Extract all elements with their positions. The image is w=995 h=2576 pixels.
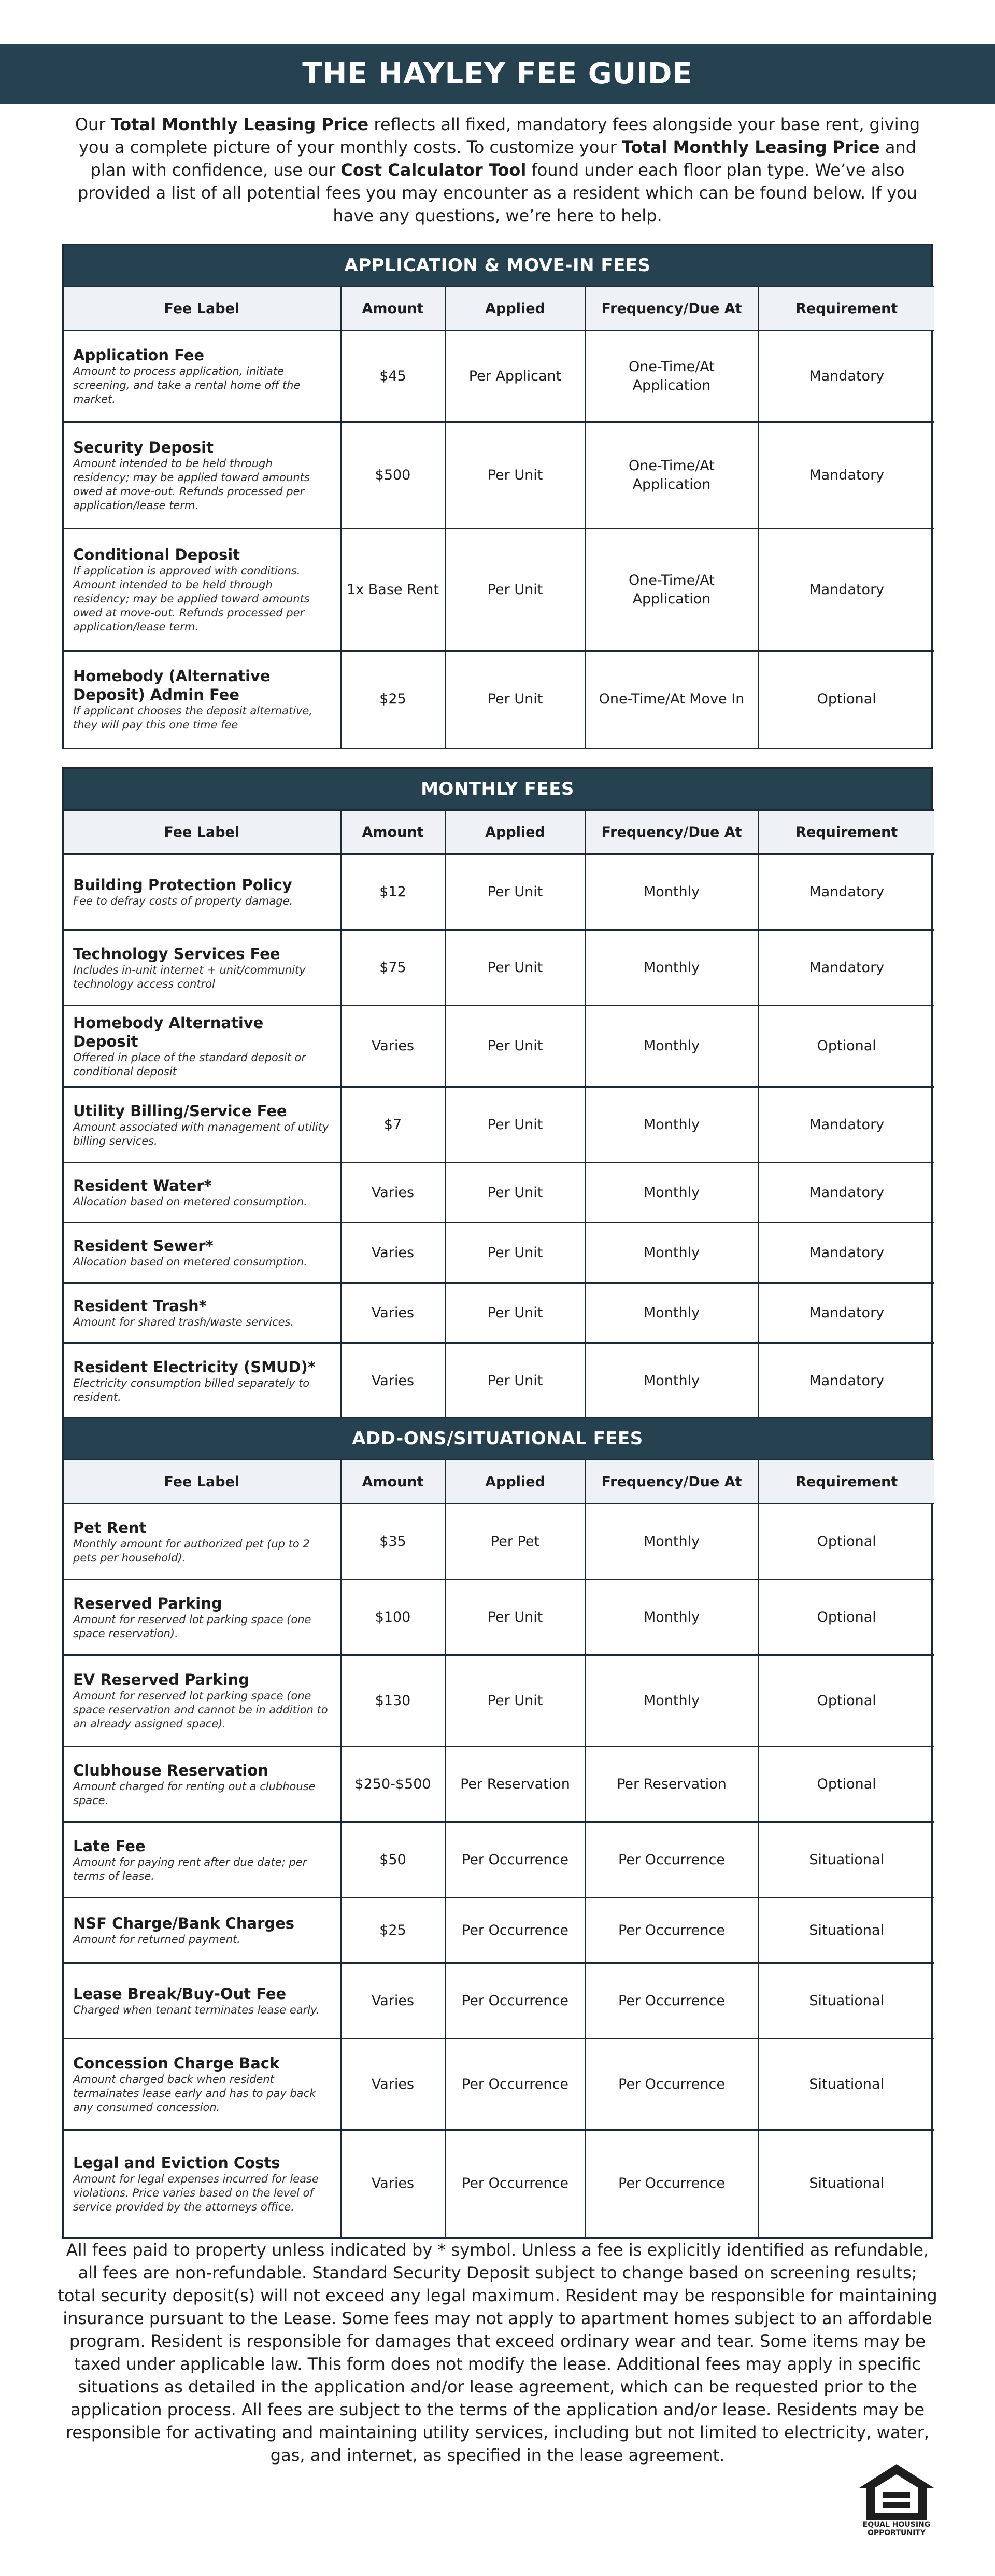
fee-description: If applicant chooses the deposit alternative, they will pay this one time fee bbox=[73, 705, 313, 731]
intro-bold-3: Cost Calculator Tool bbox=[340, 160, 527, 180]
table-row bbox=[64, 529, 934, 651]
table-row bbox=[64, 422, 934, 529]
fee-description: Allocation based on metered consumption. bbox=[73, 1256, 307, 1268]
column-header-frequency: Frequency/Due At bbox=[585, 1460, 758, 1504]
fee-frequency-cell: One-Time/At Application bbox=[585, 331, 758, 422]
fee-requirement-cell: Mandatory bbox=[758, 1087, 934, 1163]
fee-amount-cell: $75 bbox=[340, 930, 445, 1006]
fee-amount-cell: Varies bbox=[340, 1163, 445, 1223]
fee-requirement-cell: Optional bbox=[758, 1747, 934, 1822]
fee-requirement-cell: Mandatory bbox=[758, 1343, 934, 1419]
fee-frequency-cell: Monthly bbox=[585, 1504, 758, 1580]
fee-name: Clubhouse Reservation bbox=[73, 1761, 268, 1779]
fee-label-cell bbox=[64, 1655, 340, 1747]
fee-label-cell bbox=[64, 1087, 340, 1163]
fee-frequency-cell: Per Occurrence bbox=[585, 1963, 758, 2039]
fee-description: Amount for legal expenses incurred for lease violations. Price varies based on the level of service provided by the attorneys office. bbox=[73, 2172, 319, 2213]
fee-frequency-cell: Monthly bbox=[585, 854, 758, 930]
fee-label-cell bbox=[64, 1343, 340, 1419]
fee-frequency-cell: One-Time/At Application bbox=[585, 529, 758, 651]
fee-amount-cell: Varies bbox=[340, 1223, 445, 1283]
section-title: APPLICATION & MOVE-IN FEES bbox=[64, 245, 931, 286]
fee-name: Concession Charge Back bbox=[73, 2054, 280, 2072]
table-row bbox=[64, 1822, 934, 1898]
fee-requirement-cell: Mandatory bbox=[758, 1163, 934, 1223]
fee-requirement-cell: Mandatory bbox=[758, 422, 934, 529]
fee-frequency-cell: Monthly bbox=[585, 1087, 758, 1163]
fee-amount-cell: $25 bbox=[340, 1898, 445, 1963]
fee-frequency-cell: Per Occurrence bbox=[585, 1898, 758, 1963]
table-row bbox=[64, 1963, 934, 2039]
fee-label-cell bbox=[64, 1963, 340, 2039]
fee-requirement-cell: Mandatory bbox=[758, 529, 934, 651]
fee-applied-cell: Per Occurrence bbox=[445, 1822, 585, 1898]
page-title: THE HAYLEY FEE GUIDE bbox=[302, 57, 693, 91]
column-header-label: Fee Label bbox=[64, 810, 340, 854]
fee-name: Building Protection Policy bbox=[73, 876, 292, 894]
fee-description: Offered in place of the standard deposit or conditional deposit bbox=[73, 1051, 306, 1078]
fee-requirement-cell: Optional bbox=[758, 1006, 934, 1087]
fee-name: Late Fee bbox=[73, 1837, 146, 1855]
fee-requirement-cell: Mandatory bbox=[758, 331, 934, 422]
fee-name: Lease Break/Buy-Out Fee bbox=[73, 1985, 287, 2003]
fee-name: Utility Billing/Service Fee bbox=[73, 1102, 287, 1120]
fee-frequency-cell: Per Reservation bbox=[585, 1747, 758, 1822]
fee-description: Amount associated with management of utility billing services. bbox=[73, 1120, 329, 1147]
fee-description: Amount intended to be held through residency; may be applied toward amounts owed at move-out. Refunds processed per application/lease term. bbox=[73, 457, 310, 512]
fee-label-cell bbox=[64, 1223, 340, 1283]
table-row bbox=[64, 2039, 934, 2130]
fee-requirement-cell: Situational bbox=[758, 1963, 934, 2039]
column-header-amount: Amount bbox=[340, 810, 445, 854]
fee-frequency-cell: Monthly bbox=[585, 1006, 758, 1087]
table-row bbox=[64, 1747, 934, 1822]
fee-requirement-cell: Situational bbox=[758, 2039, 934, 2130]
fee-name: Reserved Parking bbox=[73, 1594, 222, 1612]
fee-description: If application is approved with conditions. Amount intended to be held through residency; may be applied toward amounts owed at move-out. Refunds processed per application/lease term. bbox=[73, 565, 310, 633]
fee-label-cell bbox=[64, 651, 340, 748]
fee-applied-cell: Per Reservation bbox=[445, 1747, 585, 1822]
fee-description: Amount charged for renting out a clubhouse space. bbox=[73, 1780, 316, 1807]
fee-section-1 bbox=[62, 244, 933, 749]
table-row bbox=[64, 1343, 934, 1419]
table-row bbox=[64, 651, 934, 748]
fee-label-cell bbox=[64, 1283, 340, 1343]
fee-amount-cell: $25 bbox=[340, 651, 445, 748]
intro-text-3: and plan with confidence, use our bbox=[90, 137, 917, 180]
fee-amount-cell: $50 bbox=[340, 1822, 445, 1898]
fee-frequency-cell: Monthly bbox=[585, 1580, 758, 1655]
fee-frequency-cell: Monthly bbox=[585, 1283, 758, 1343]
fee-applied-cell: Per Unit bbox=[445, 1283, 585, 1343]
fee-description: Amount for reserved lot parking space (one space reservation). bbox=[73, 1613, 311, 1640]
fee-amount-cell: Varies bbox=[340, 2130, 445, 2237]
fee-applied-cell: Per Unit bbox=[445, 529, 585, 651]
fee-label-cell bbox=[64, 930, 340, 1006]
fee-name: EV Reserved Parking bbox=[73, 1671, 249, 1688]
fee-requirement-cell: Mandatory bbox=[758, 1223, 934, 1283]
fee-label-cell bbox=[64, 1747, 340, 1822]
fee-description: Amount for shared trash/waste services. bbox=[73, 1316, 294, 1328]
fee-frequency-cell: Per Occurrence bbox=[585, 2130, 758, 2237]
fee-applied-cell: Per Pet bbox=[445, 1504, 585, 1580]
fee-applied-cell: Per Unit bbox=[445, 1163, 585, 1223]
title-banner bbox=[0, 44, 995, 104]
table-row bbox=[64, 331, 934, 422]
section-title: MONTHLY FEES bbox=[64, 769, 931, 809]
column-header-frequency: Frequency/Due At bbox=[585, 810, 758, 854]
fee-name: Conditional Deposit bbox=[73, 546, 240, 564]
fee-applied-cell: Per Unit bbox=[445, 1006, 585, 1087]
fee-description: Electricity consumption billed separately to resident. bbox=[73, 1377, 310, 1404]
fee-label-cell bbox=[64, 422, 340, 529]
fee-requirement-cell: Optional bbox=[758, 1580, 934, 1655]
fee-requirement-cell: Optional bbox=[758, 651, 934, 748]
fee-applied-cell: Per Occurrence bbox=[445, 2130, 585, 2237]
footer-disclaimer: All fees paid to property unless indicated by * symbol. Unless a fee is explicitly identified as refundable, all fees are non-refundable. Standard Security Deposit subject to change based on screening results; total security deposit(s) will not exceed any legal maximum. Resident may be responsible for maintaining insurance pursuant to the Lease. Some fees may not apply to apartment homes subject to an affordable program. Resident is responsible for damages that exceed ordinary wear and tear. Some items may be taxed under applicable law. This form does not modify the lease. Additional fees may apply in specific situations as detailed in the application and/or lease agreement, which can be requested prior to the application process. All fees are subject to the terms of the application and/or lease. Residents may be responsible for activating and maintaining utility services, including but not limited to electricity, water, gas, and internet, as specified in the lease agreement. bbox=[58, 2240, 937, 2465]
fee-requirement-cell: Situational bbox=[758, 1898, 934, 1963]
fee-applied-cell: Per Occurrence bbox=[445, 1963, 585, 2039]
fee-applied-cell: Per Occurrence bbox=[445, 2039, 585, 2130]
fee-amount-cell: $7 bbox=[340, 1087, 445, 1163]
fee-applied-cell: Per Occurrence bbox=[445, 1898, 585, 1963]
fee-name: Security Deposit bbox=[73, 438, 214, 456]
fee-applied-cell: Per Unit bbox=[445, 1655, 585, 1747]
fee-amount-cell: Varies bbox=[340, 1963, 445, 2039]
equal-housing-line2: OPPORTUNITY bbox=[867, 2529, 926, 2537]
fee-table bbox=[64, 1459, 934, 2237]
column-header-applied: Applied bbox=[445, 1460, 585, 1504]
fee-label-cell bbox=[64, 1504, 340, 1580]
fee-name: Homebody (Alternative Deposit) Admin Fee bbox=[73, 667, 271, 704]
fee-name: Technology Services Fee bbox=[73, 945, 280, 963]
column-header-requirement: Requirement bbox=[758, 287, 934, 331]
intro-bold-1: Total Monthly Leasing Price bbox=[110, 115, 369, 134]
fee-name: Resident Trash* bbox=[73, 1297, 207, 1315]
fee-table bbox=[64, 809, 934, 1419]
fee-amount-cell: $12 bbox=[340, 854, 445, 930]
fee-applied-cell: Per Unit bbox=[445, 1343, 585, 1419]
fee-name: Resident Water* bbox=[73, 1177, 212, 1194]
fee-amount-cell: 1x Base Rent bbox=[340, 529, 445, 651]
table-row bbox=[64, 1006, 934, 1087]
fee-amount-cell: $100 bbox=[340, 1580, 445, 1655]
fee-requirement-cell: Optional bbox=[758, 1504, 934, 1580]
fee-description: Fee to defray costs of property damage. bbox=[73, 895, 293, 907]
fee-description: Amount for reserved lot parking space (one space reservation and cannot be in addition to an already assigned space). bbox=[73, 1690, 328, 1730]
table-header-row bbox=[64, 810, 934, 854]
fee-frequency-cell: Monthly bbox=[585, 1223, 758, 1283]
intro-text-2: reflects all fixed, mandatory fees alongside your base rent, giving you a complete picture of your monthly costs. To customize your bbox=[78, 115, 920, 157]
fee-name: Application Fee bbox=[73, 346, 205, 364]
fee-requirement-cell: Mandatory bbox=[758, 1283, 934, 1343]
fee-amount-cell: $45 bbox=[340, 331, 445, 422]
fee-requirement-cell: Situational bbox=[758, 1822, 934, 1898]
table-row bbox=[64, 854, 934, 930]
fee-label-cell bbox=[64, 2130, 340, 2237]
fee-name: Resident Sewer* bbox=[73, 1237, 214, 1255]
fee-applied-cell: Per Unit bbox=[445, 1223, 585, 1283]
fee-amount-cell: Varies bbox=[340, 2039, 445, 2130]
fee-applied-cell: Per Applicant bbox=[445, 331, 585, 422]
fee-frequency-cell: Monthly bbox=[585, 1163, 758, 1223]
fee-frequency-cell: Monthly bbox=[585, 1343, 758, 1419]
fee-amount-cell: Varies bbox=[340, 1006, 445, 1087]
fee-applied-cell: Per Unit bbox=[445, 422, 585, 529]
fee-description: Charged when tenant terminates lease early. bbox=[73, 2004, 320, 2016]
column-header-label: Fee Label bbox=[64, 287, 340, 331]
fee-requirement-cell: Mandatory bbox=[758, 930, 934, 1006]
fee-label-cell bbox=[64, 1006, 340, 1087]
fee-description: Amount for paying rent after due date; per terms of lease. bbox=[73, 1855, 307, 1882]
fee-frequency-cell: Monthly bbox=[585, 1655, 758, 1747]
fee-label-cell bbox=[64, 854, 340, 930]
column-header-amount: Amount bbox=[340, 287, 445, 331]
fee-frequency-cell: One-Time/At Application bbox=[585, 422, 758, 529]
column-header-applied: Applied bbox=[445, 810, 585, 854]
fee-label-cell bbox=[64, 529, 340, 651]
fee-name: Legal and Eviction Costs bbox=[73, 2153, 280, 2172]
fee-section-3 bbox=[62, 1417, 933, 2239]
fee-amount-cell: Varies bbox=[340, 1283, 445, 1343]
fee-frequency-cell: Per Occurrence bbox=[585, 1822, 758, 1898]
fee-name: Homebody Alternative Deposit bbox=[73, 1014, 264, 1050]
fee-name: Pet Rent bbox=[73, 1518, 147, 1537]
fee-description: Amount to process application, initiate screening, and take a rental home off the market. bbox=[73, 365, 301, 405]
section-title: ADD-ONS/SITUATIONAL FEES bbox=[64, 1418, 931, 1459]
fee-label-cell bbox=[64, 1822, 340, 1898]
fee-label-cell bbox=[64, 2039, 340, 2130]
column-header-label: Fee Label bbox=[64, 1460, 340, 1504]
table-header-row bbox=[64, 1460, 934, 1504]
intro-text-1: Our bbox=[75, 115, 111, 134]
table-row bbox=[64, 1504, 934, 1580]
intro-text-4: found under each floor plan type. We’ve also provided a list of all potential fees you may encounter as a resident which can be found below. If you have any questions, we’re here to help. bbox=[77, 160, 918, 226]
fee-label-cell bbox=[64, 1163, 340, 1223]
table-row bbox=[64, 1223, 934, 1283]
fee-section-2 bbox=[62, 767, 933, 1420]
table-row bbox=[64, 2130, 934, 2237]
fee-frequency-cell: One-Time/At Move In bbox=[585, 651, 758, 748]
fee-requirement-cell: Mandatory bbox=[758, 854, 934, 930]
fee-applied-cell: Per Unit bbox=[445, 1580, 585, 1655]
fee-amount-cell: $500 bbox=[340, 422, 445, 529]
fee-requirement-cell: Situational bbox=[758, 2130, 934, 2237]
intro-bold-2: Total Monthly Leasing Price bbox=[622, 137, 880, 157]
fee-name: NSF Charge/Bank Charges bbox=[73, 1915, 295, 1932]
fee-description: Monthly amount for authorized pet (up to 2 pets per household). bbox=[73, 1537, 310, 1564]
fee-applied-cell: Per Unit bbox=[445, 854, 585, 930]
column-header-amount: Amount bbox=[340, 1460, 445, 1504]
column-header-frequency: Frequency/Due At bbox=[585, 287, 758, 331]
table-row bbox=[64, 1163, 934, 1223]
fee-table bbox=[64, 286, 934, 748]
column-header-requirement: Requirement bbox=[758, 1460, 934, 1504]
fee-amount-cell: $35 bbox=[340, 1504, 445, 1580]
fee-label-cell bbox=[64, 1898, 340, 1963]
fee-description: Amount charged back when resident termainates lease early and has to pay back any consumed concession. bbox=[73, 2073, 316, 2114]
table-header-row bbox=[64, 287, 934, 331]
fee-description: Allocation based on metered consumption. bbox=[73, 1195, 307, 1208]
fee-name: Resident Electricity (SMUD)* bbox=[73, 1358, 316, 1376]
fee-amount-cell: Varies bbox=[340, 1343, 445, 1419]
fee-amount-cell: $130 bbox=[340, 1655, 445, 1747]
column-header-requirement: Requirement bbox=[758, 810, 934, 854]
fee-label-cell bbox=[64, 1580, 340, 1655]
table-row bbox=[64, 1580, 934, 1655]
table-row bbox=[64, 1898, 934, 1963]
fee-requirement-cell: Optional bbox=[758, 1655, 934, 1747]
fee-applied-cell: Per Unit bbox=[445, 651, 585, 748]
equal-housing-line1: EQUAL HOUSING bbox=[862, 2521, 931, 2529]
table-row bbox=[64, 1283, 934, 1343]
fee-applied-cell: Per Unit bbox=[445, 1087, 585, 1163]
fee-amount-cell: $250-$500 bbox=[340, 1747, 445, 1822]
table-row bbox=[64, 1087, 934, 1163]
equal-housing-label bbox=[850, 2521, 943, 2537]
table-row bbox=[64, 1655, 934, 1747]
fee-applied-cell: Per Unit bbox=[445, 930, 585, 1006]
fee-label-cell bbox=[64, 331, 340, 422]
fee-description: Amount for returned payment. bbox=[73, 1933, 240, 1946]
table-row bbox=[64, 930, 934, 1006]
fee-frequency-cell: Monthly bbox=[585, 930, 758, 1006]
column-header-applied: Applied bbox=[445, 287, 585, 331]
intro-paragraph bbox=[62, 113, 933, 227]
fee-frequency-cell: Per Occurrence bbox=[585, 2039, 758, 2130]
fee-description: Includes in-unit internet + unit/community technology access control bbox=[73, 963, 306, 990]
